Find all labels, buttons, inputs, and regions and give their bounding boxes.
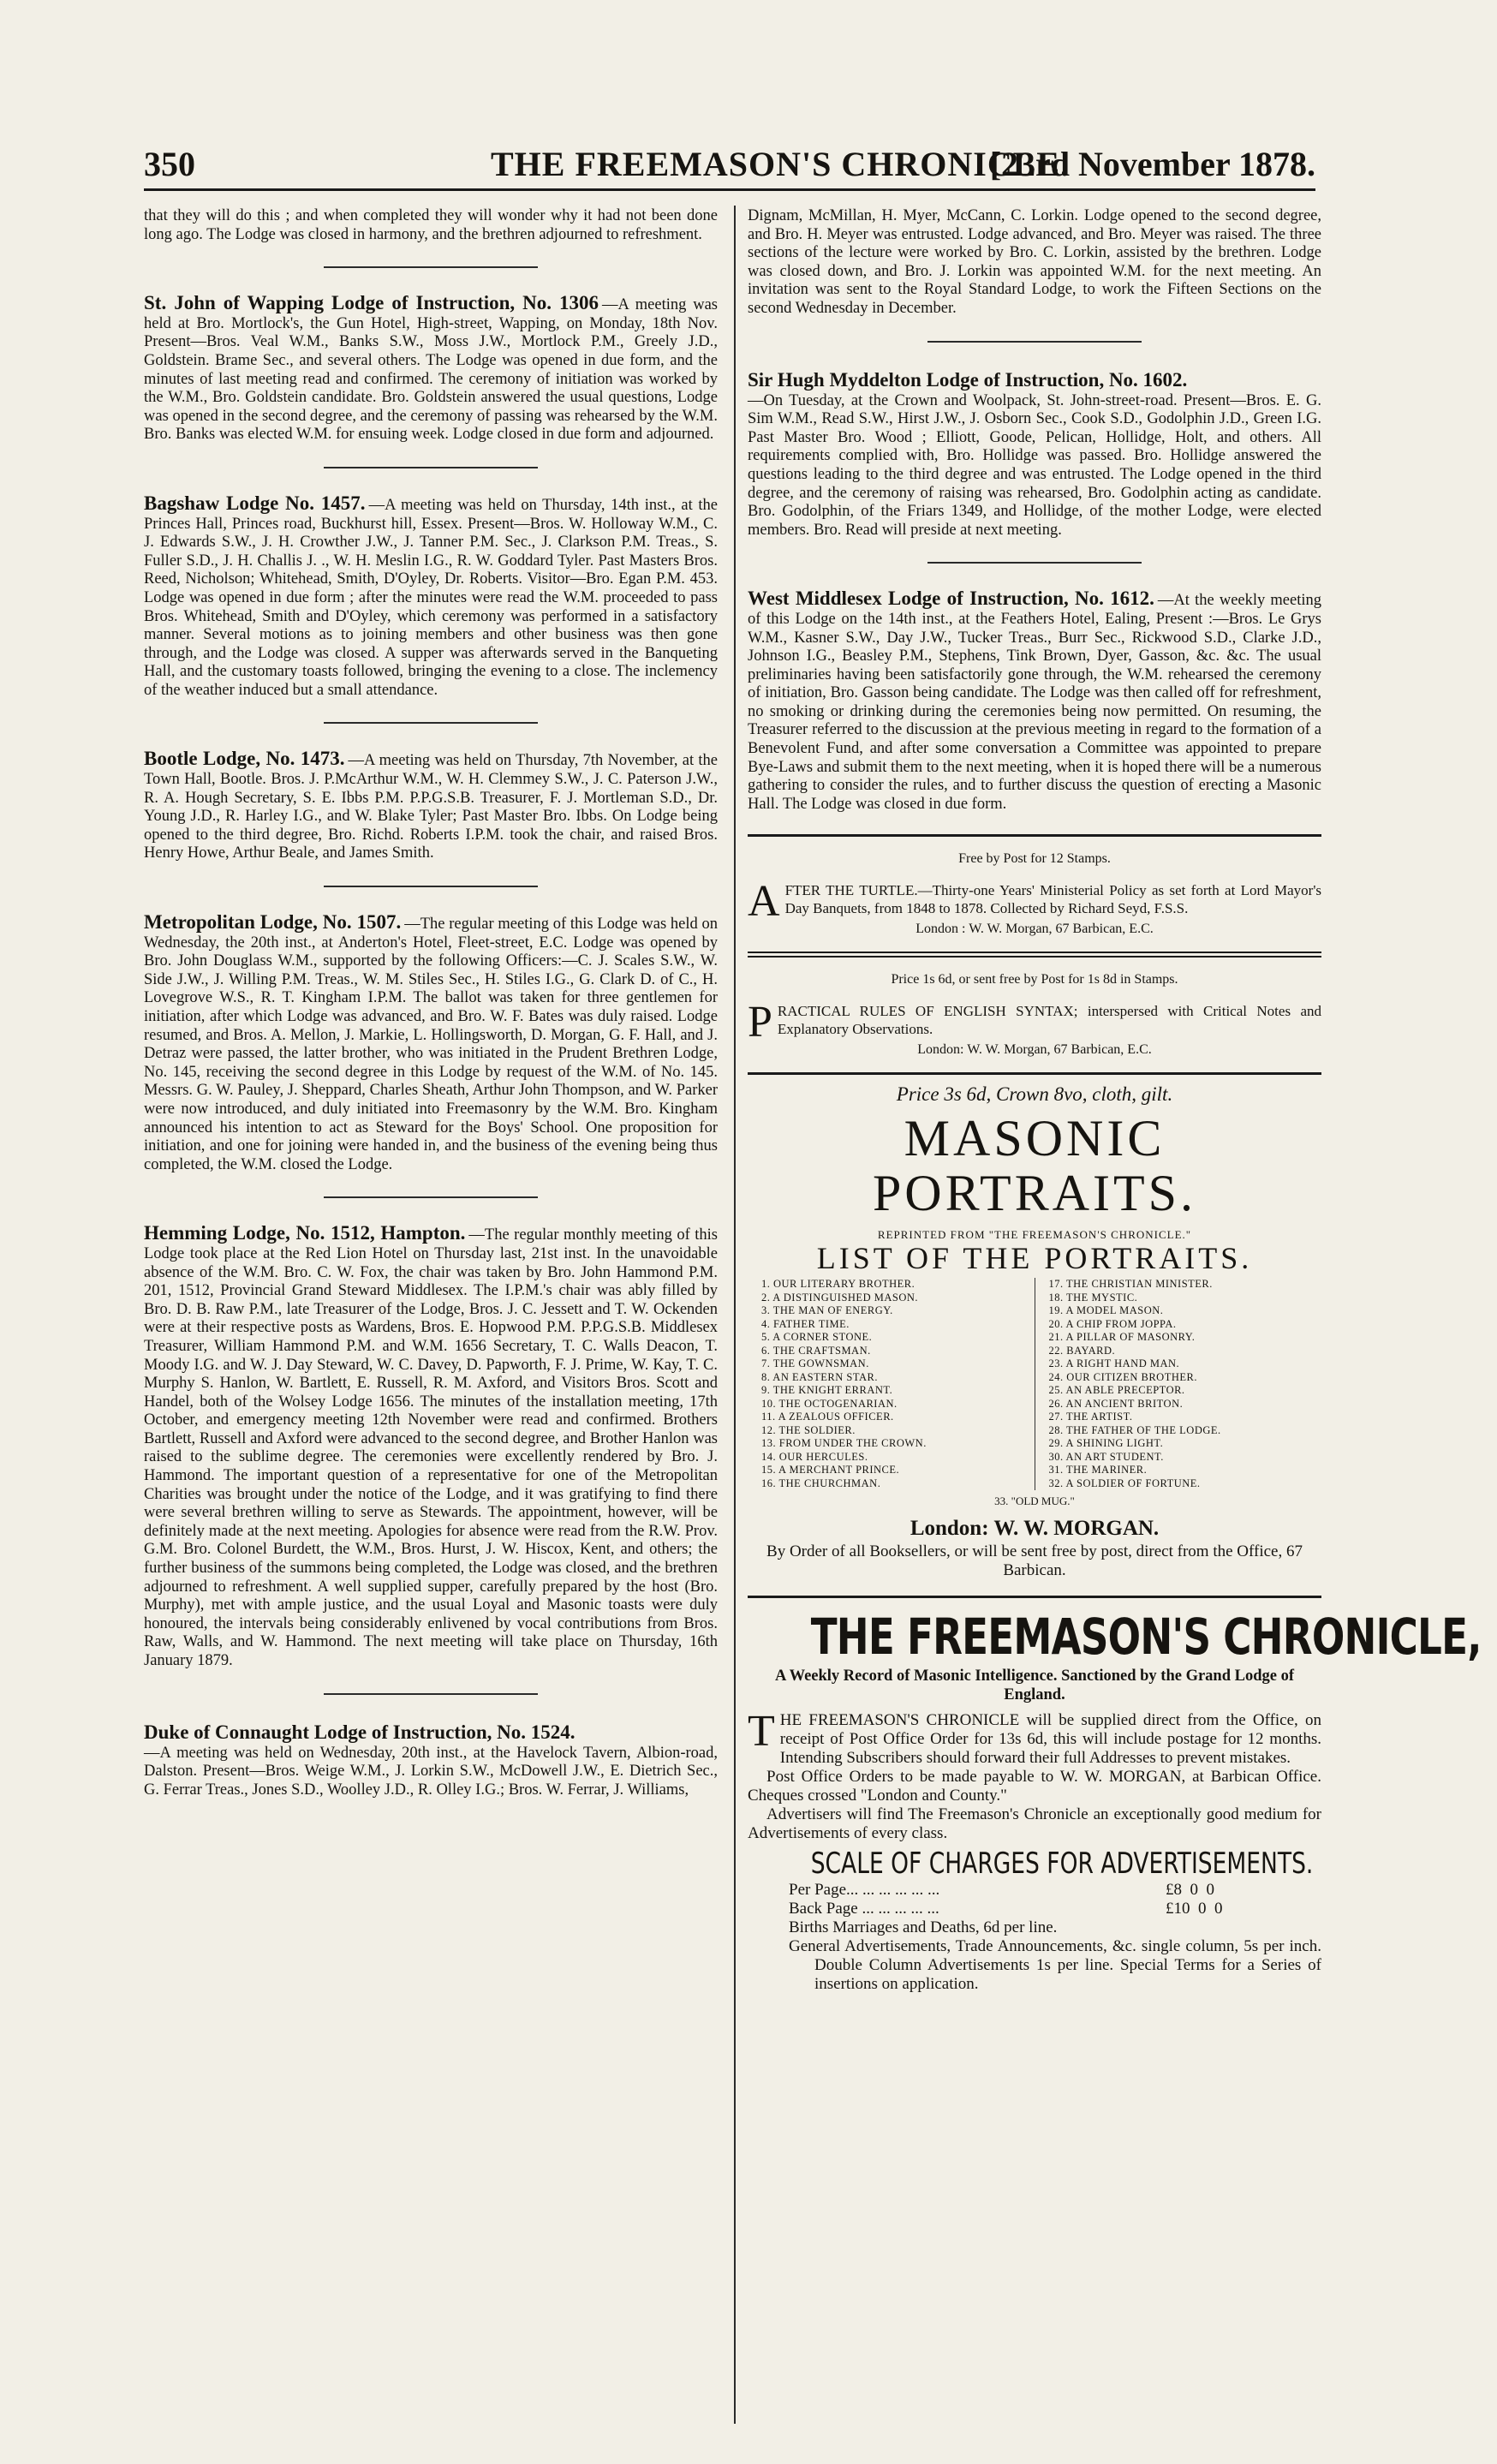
article-text: —A meeting was held on Thursday, 14th inst., at the Princes Hall, Princes road, Buckhurst hill, Essex. Present—Bros. W. Holloway W.M., C. J. Edwards S.W., J. H. Crowther J.W., J. Tanner P.M. Sec., J. Clarkson P.M. Treas., S. Fuller S.D., J. H. Challis J. ., W. H. Meslin I.G., R. W. Goddard Tyler. Past Masters Bros. Reed, Nicholson; Whitehead, Smith, D'Oyley, Dr. Roberts. Visitor—Bro. Egan P.M. 453. Lodge was opened in due form ; after the minutes were read the W.M. proceeded to pass Bros. Whitehead, Smith and D'Oyley, which ceremony was performed in a satisfactory manner. Several motions as to joining members and other business was then gone through, and the Lodge was closed. A supper was afterwards served in the Banqueting Hall, and the customary toasts followed, bringing the evening to a close. The inclemency of the weather induced but a small attendance. (144, 496, 718, 699)
article-hemming-lodge (144, 1224, 718, 1670)
ad-masonic-portraits (748, 1085, 1321, 1580)
column-divider (734, 206, 736, 2424)
list-item: 13. FROM UNDER THE CROWN. (761, 1437, 927, 1450)
rate-value: £8 0 0 (1166, 1881, 1214, 1899)
article-heading: Duke of Connaught Lodge of Instruction, No. 1524. (144, 1721, 576, 1743)
portraits-order-note: By Order of all Booksellers, or will be sent free by post, direct from the Office, 67 Barbican. (766, 1542, 1303, 1580)
list-item: 1. OUR LITERARY BROTHER. (761, 1278, 915, 1291)
list-item: 22. BAYARD. (1048, 1344, 1116, 1357)
article-text: —A meeting was held on Thursday, 7th November, at the Town Hall, Bootle. Bros. J. P.McArthur W.M., W. H. Clemmey S.W., J. C. Paterson J.W., R. A. Hough Secretary, S. E. Ibbs P.M. P.P.G.S.B. Treasurer, F. J. Mortleman S.D., Dr. Young J.D., R. Harley I.G., and W. Blake Tyler; Past Master Bro. Ibbs. On Lodge being opened to the third degree, Bro. Richd. Roberts I.P.M. took the chair, and raised Bros. Henry Howe, Arthur Beale, and James Smith. (144, 752, 718, 862)
rate-general-text: General Advertisements, Trade Announcements, &c. single column, 5s per inch. Double Column Advertisements 1s per line. Special Terms for a Series of insertions on application. (789, 1937, 1321, 1993)
article-text: that they will do this ; and when completed they will wonder why it had not been done long ago. The Lodge was closed in harmony, and the brethren adjourned to refreshment. (144, 207, 718, 243)
divider-rule (927, 562, 1142, 564)
list-item: 7. THE GOWNSMAN. (761, 1357, 869, 1370)
divider-rule (324, 1196, 538, 1198)
article-text: —At the weekly meeting of this Lodge on the 14th inst., at the Feathers Hotel, Ealing, Present :—Bros. Le Grys W.M., Kasner S.W., Day J.W., Tucker Treas., Burr Sec., Rickwood S.D., Clarke J.D., Johnson I.G., Beasley P.M., Stephens, Tink Brown, Dyer, Gasson, &c. &c. The usual preliminaries having been satisfactorily gone through, the W.M. rehearsed the ceremony of initiation, Bro. Gasson being candidate. The Lodge was then called off for refreshment, no smoking or drinking during the ceremonies being now permitted. On resuming, the Treasurer referred to the discussion at the previous meeting in regard to the formation of a Benevolent Fund, and after some conversation a Committee was appointed to prepare Bye-Laws and submit them to the next meeting, when it is hoped there will be a numerous gathering to consider the rules, and to further discuss the question of erecting a Masonic Hall. The Lodge was closed in due form. (748, 592, 1321, 813)
divider-double-rule (748, 952, 1321, 958)
article-heading: Bootle Lodge, No. 1473. (144, 748, 345, 770)
portraits-publisher: London: W. W. MORGAN. (910, 1516, 1160, 1540)
drop-cap: P (748, 998, 772, 1047)
list-item: 12. THE SOLDIER. (761, 1423, 856, 1436)
ad-english-syntax (748, 971, 1321, 1059)
article-bagshaw-lodge (144, 494, 718, 701)
article-heading: St. John of Wapping Lodge of Instruction, No. 1306 (144, 292, 599, 314)
article-text: —The regular meeting of this Lodge was held on Wednesday, the 20th inst., at Anderton's Hotel, Fleet-street, E.C. Lodge was opened by Bro. John Douglass W.M., supported by the following Officers:—C. J. Scales S.W., W. Side J.W., J. Willing P.M. Treas., W. M. Stiles Sec., H. Stiles I.G., G. Clark D. of C., H. Lovegrove W.S., R. T. Kingham I.P.M. The ballot was taken for three gentlemen for initiation, after which Lodge was advanced, and Bro. W. F. Bates was duly raised. Lodge resumed, and Bros. A. Mellon, J. Markie, L. Hollingsworth, D. Morgan, G. F. Hall, and J. Detraz were passed, the latter brother, who was initiated in the Prudent Brethren Lodge, No. 145, receiving the second degree in this Lodge by request of the W.M. of No. 145. Messrs. G. W. Pauley, J. Sheppard, Charles Sheath, Arthur John Thompson, and W. Parker were now introduced, and duly initiated into Freemasonry by the W.M. Bro. Kingham announced his intention to act as Steward for the Boys' School. One proposition for initiation, and one for joining were handed in, and the business of the evening being thus completed, the W.M. closed the Lodge. (144, 916, 719, 1173)
list-item: 4. FATHER TIME. (761, 1317, 850, 1330)
ad-freemasons-chronicle (748, 1608, 1482, 1994)
rate-label: Per Page... ... ... ... ... ... (789, 1881, 940, 1899)
list-item: 16. THE CHURCHMAN. (761, 1477, 881, 1489)
article-duke-of-connaught (144, 1721, 718, 1800)
portraits-list (748, 1278, 1321, 1490)
ad-address: London: W. W. Morgan, 67 Barbican, E.C. (917, 1042, 1152, 1058)
rate-label: Back Page ... ... ... ... ... (789, 1900, 939, 1918)
ad-after-the-turtle (748, 850, 1321, 938)
rate-row (748, 1881, 1321, 1900)
divider-rule (324, 266, 538, 268)
chronicle-orders-text: Post Office Orders to be made payable to W. W. MORGAN, at Barbican Office. Cheques crossed "London and County." (748, 1768, 1321, 1805)
list-item: 26. AN ANCIENT BRITON. (1048, 1397, 1184, 1410)
article-metropolitan-lodge (144, 913, 718, 1174)
page-header (144, 137, 1315, 191)
article-continued (144, 207, 718, 244)
rate-value: £10 0 0 (1166, 1900, 1223, 1918)
divider-rule (324, 1693, 538, 1695)
divider-rule (324, 467, 538, 468)
divider-rule (748, 1596, 1321, 1598)
portraits-title: MASONIC PORTRAITS. (872, 1110, 1197, 1222)
scale-of-charges-title: SCALE OF CHARGES FOR ADVERTISEMENTS. (810, 1847, 1314, 1882)
list-item: 8. AN EASTERN STAR. (761, 1370, 878, 1383)
article-st-john-of-wapping (144, 294, 718, 444)
list-item: 30. AN ART STUDENT. (1048, 1450, 1164, 1463)
left-column (144, 207, 718, 1799)
article-heading: Hemming Lodge, No. 1512, Hampton. (144, 1222, 466, 1244)
list-item: 27. THE ARTIST. (1048, 1411, 1133, 1423)
divider-rule (748, 834, 1321, 837)
chronicle-title: THE FREEMASON'S CHRONICLE, (810, 1608, 1482, 1667)
list-item: 17. THE CHRISTIAN MINISTER. (1048, 1278, 1213, 1291)
list-item: 29. A SHINING LIGHT. (1048, 1437, 1164, 1450)
article-text: Dignam, McMillan, H. Myer, McCann, C. Lorkin. Lodge opened to the second degree, and Bro. H. Meyer was entrusted. Lodge advanced, and Bro. Meyer was raised. The three sections of the lecture were worked by Bro. C. Lorkin, assisted by the brethren. Lodge was closed down, and Bro. J. Lorkin was appointed W.M. for the next meeting. An invitation was sent to the Royal Standard Lodge, to work the Fifteen Sections on the second Wednesday in December. (748, 207, 1321, 317)
article-continued (748, 207, 1321, 319)
list-item: 20. A CHIP FROM JOPPA. (1048, 1317, 1177, 1330)
portraits-reprinted-note: REPRINTED FROM "THE FREEMASON'S CHRONICLE." (877, 1228, 1192, 1242)
rate-row (748, 1900, 1321, 1918)
list-item: 18. THE MYSTIC. (1048, 1291, 1138, 1304)
page-title: THE FREEMASON'S CHRONICLE. (491, 145, 1071, 183)
page-date: [23rd November 1878. (989, 145, 1315, 183)
article-heading: West Middlesex Lodge of Instruction, No. 1612. (748, 588, 1154, 610)
list-item: 23. A RIGHT HAND MAN. (1048, 1357, 1180, 1370)
divider-rule (927, 341, 1142, 343)
list-item: 2. A DISTINGUISHED MASON. (761, 1291, 918, 1304)
ad-price-note: Price 1s 6d, or sent free by Post for 1s 8d in Stamps. (891, 972, 1178, 987)
list-item: 25. AN ABLE PRECEPTOR. (1048, 1384, 1185, 1397)
portraits-list-title: LIST OF THE PORTRAITS. (816, 1240, 1253, 1275)
article-text: —The regular monthly meeting of this Lodge took place at the Red Lion Hotel on Thursday last, 21st inst. In the unavoidable absence of the W.M. Bro. C. W. Fox, the chair was taken by Bro. John Hammond P.M. 201, 1512, Provincial Grand Steward Middlesex. The I.P.M.'s chair was ably filled by Bro. D. B. Raw P.M., late Treasurer of the Lodge, Bros. J. C. Jessett and T. W. Ockenden were at their respective posts as Wardens, Bros. E. Hopwood P.M. P.P.G.S.B. Middlesex Treasurer, William Hammond P.M. and W.M. 1656 Secretary, T. C. Walls Deacon, T. Moody I.G. and W. J. Day Steward, W. C. Davey, D. Papworth, F. J. Prime, W. Kay, T. C. Murphy S. Hanlon, W. Bartlett, E. Russell, R. M. Axford, and Visitors Bros. Scott and Handel, both of the Wolsey Lodge 1656. The minutes of the installation meeting, 17th October, and emergency meeting 12th November were read and confirmed. Brothers Bartlett, Russell and Axford were advanced to the second degree, and Brother Hanlon was raised to the sublime degree. The ceremonies were excellently rendered by Bro. J. Hammond. The important question of a representative for one of the Metropolitan Charities was brought under the notice of the Lodge, and it was gratifying to find there were several brethren willing to serve as Stewards. The appointment, however, will be definitely made at the next meeting. Apologies for absence were read from the R.W. Prov. G.M. Bro. Colonel Burdett, the W.M., Bros. Hurst, J. W. Hiscox, Kent, and others; the further business of the summons being completed, the Lodge was closed, and the brethren adjourned to refreshment. A well supplied supper, carefully prepared by the host (Bro. Murphy), met with ample justice, and the usual Loyal and Masonic toasts were duly honoured, the intervals being considerably enlivened by vocal contributions from Bros. Raw, Walls, and W. Hammond. The next meeting will take place on Thursday, 16th January 1879. (144, 1226, 718, 1669)
chronicle-subtitle: A Weekly Record of Masonic Intelligence. Sanctioned by the Grand Lodge of England. (774, 1668, 1295, 1704)
divider-rule (324, 886, 538, 887)
list-item: 31. THE MARINER. (1048, 1464, 1148, 1477)
portraits-list-left (748, 1278, 1035, 1490)
divider-rule (748, 1072, 1321, 1075)
list-item: 9. THE KNIGHT ERRANT. (761, 1384, 893, 1397)
drop-cap: A (748, 877, 780, 927)
list-item: 14. OUR HERCULES. (761, 1450, 868, 1463)
chronicle-advertisers-text: Advertisers will find The Freemason's Chronicle an exceptionally good medium for Advertisements of every class. (748, 1805, 1321, 1843)
article-heading: Sir Hugh Myddelton Lodge of Instruction, No. 1602. (748, 368, 1188, 391)
ad-text: FTER THE TURTLE.—Thirty-one Years' Ministerial Policy as set forth at Lord Mayor's Day Banquets, from 1848 to 1878. Collected by Richard Seyd, F.S.S. (784, 882, 1321, 917)
article-heading: Metropolitan Lodge, No. 1507. (144, 911, 402, 934)
article-heading: Bagshaw Lodge No. 1457. (144, 492, 366, 514)
article-sir-hugh-myddelton (748, 368, 1321, 540)
list-item: 19. A MODEL MASON. (1048, 1304, 1164, 1317)
list-item: 32. A SOLDIER OF FORTUNE. (1048, 1477, 1201, 1489)
article-west-middlesex (748, 589, 1321, 814)
drop-cap: T (748, 1707, 775, 1757)
article-text: —A meeting was held at Bro. Mortlock's, the Gun Hotel, High-street, Wapping, on Monday, 18th Nov. Present—Bros. Veal W.M., Banks S.W., Moss J.W., Mortlock P.M., Greely J.D., Goldstein. Brame Sec., and several others. The Lodge was opened in due form, and the minutes of last meeting read and confirmed. The ceremony of initiation was worked by the W.M., Bro. Goldstein candidate. Bro. Goldstein answered the usual questions, Lodge was opened in the second degree, and the ceremony of passing was rehearsed by the W.M. Bro. Banks was elected W.M. for ensuing week. Lodge closed in due form and adjourned. (144, 296, 718, 444)
list-item: 11. A ZEALOUS OFFICER. (761, 1411, 894, 1423)
rate-births-text: Births Marriages and Deaths, 6d per line. (789, 1918, 1058, 1936)
list-item: 10. THE OCTOGENARIAN. (761, 1397, 898, 1410)
list-item: 15. A MERCHANT PRINCE. (761, 1464, 900, 1477)
ad-address: London : W. W. Morgan, 67 Barbican, E.C. (915, 922, 1154, 937)
list-item: 3. THE MAN OF ENERGY. (761, 1304, 893, 1317)
right-column (748, 207, 1482, 1994)
list-item: 6. THE CRAFTSMAN. (761, 1344, 871, 1357)
list-item: 28. THE FATHER OF THE LODGE. (1048, 1423, 1221, 1436)
page-number: 350 (144, 145, 195, 183)
list-item: 21. A PILLAR OF MASONRY. (1048, 1331, 1196, 1344)
ad-price-note: Free by Post for 12 Stamps. (958, 851, 1111, 867)
list-item: 5. A CORNER STONE. (761, 1331, 873, 1344)
article-bootle-lodge (144, 749, 718, 863)
portraits-price: Price 3s 6d, Crown 8vo, cloth, gilt. (896, 1083, 1173, 1106)
divider-rule (324, 722, 538, 724)
ad-text: RACTICAL RULES OF ENGLISH SYNTAX; interspersed with Critical Notes and Explanatory Observations. (777, 1003, 1321, 1038)
list-item: 33. "OLD MUG." (994, 1495, 1075, 1508)
article-text: —A meeting was held on Wednesday, 20th inst., at the Havelock Tavern, Albion-road, Dalston. Present—Bros. Weige W.M., J. Lorkin S.W., McDowell J.W., E. Dietrich Sec., G. Ferrar Treas., Jones S.D., Woolley J.D., R. Olley I.G.; Bros. W. Ferrar, J. Williams, (144, 1744, 718, 1799)
chronicle-subscription-text: HE FREEMASON'S CHRONICLE will be supplied direct from the Office, on receipt of Post Office Order for 13s 6d, this will include postage for 12 months. Intending Subscribers should forward their full Addresses to prevent mistakes. (779, 1711, 1321, 1768)
list-item: 24. OUR CITIZEN BROTHER. (1048, 1370, 1197, 1383)
article-text: —On Tuesday, at the Crown and Woolpack, St. John-street-road. Present—Bros. E. G. Sim W.M., Read S.W., Hirst J.W., J. Osborn Sec., Cook S.D., Godolphin J.D., Green I.G. Past Master Bro. Wood ; Elliott, Goode, Pelican, Hollidge, Holt, and others. All requirements complied with, Bro. Hollidge was passed. Bro. Hollidge answered the questions leading to the third degree and was entrusted. The Lodge opened in the third degree, and the ceremony of raising was rehearsed, Bro. Godolphin acting as candidate. Bro. Godolphin, of the Friars 1349, and Hollidge, of the mother Lodge, were elected members. Bro. Read will preside at next meeting. (748, 391, 1321, 539)
portraits-list-right (1035, 1278, 1322, 1490)
